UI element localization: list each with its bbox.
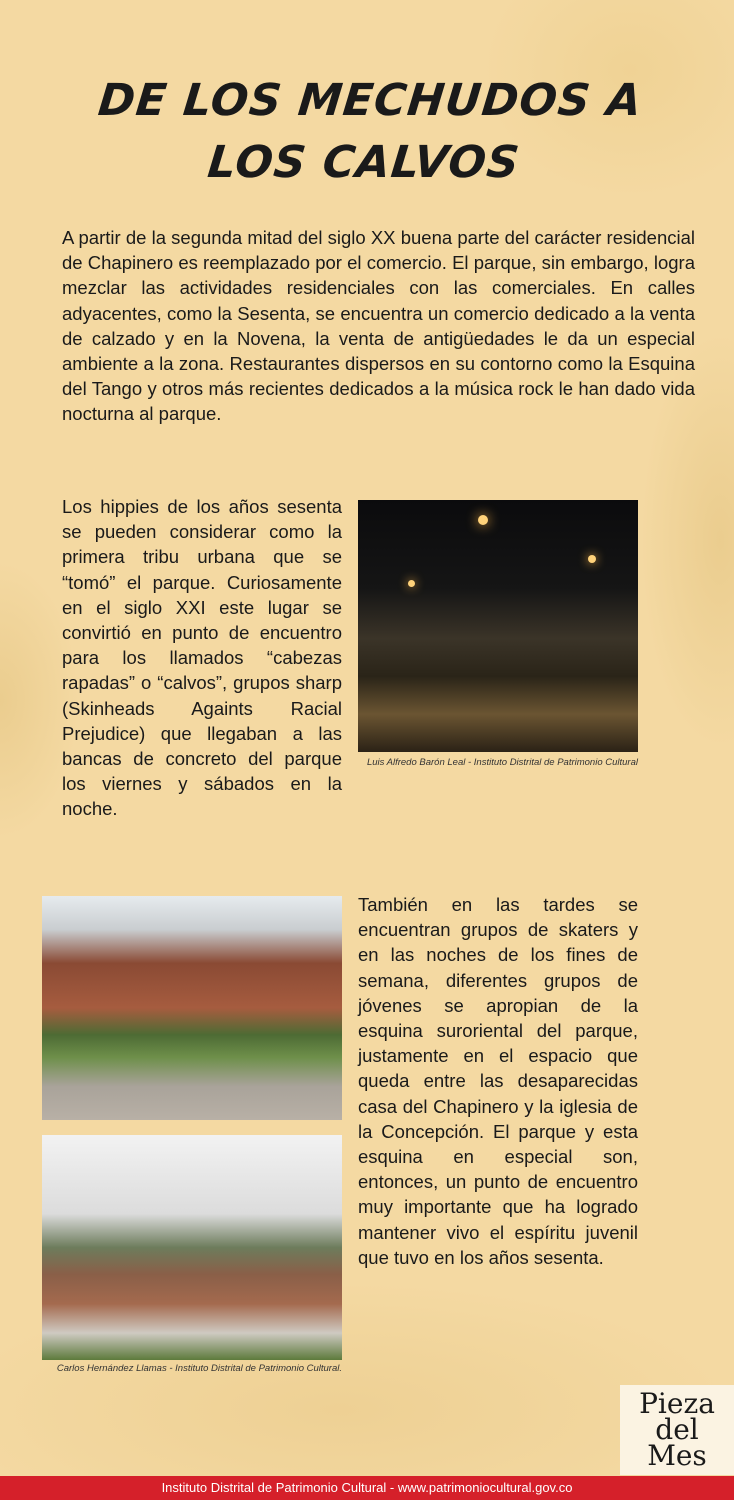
night-park-photo xyxy=(358,500,638,752)
pieza-del-mes-logo xyxy=(620,1385,734,1475)
title-line-2: LOS CALVOS xyxy=(205,137,523,188)
church-towers-photo xyxy=(42,1135,342,1360)
title-line-1: DE LOS MECHUDOS A xyxy=(95,75,645,126)
badge-line-3: Mes xyxy=(647,1439,707,1472)
badge-line-1: Pieza xyxy=(639,1387,715,1420)
footer-bar: Instituto Distrital de Patrimonio Cultural - www.patrimoniocultural.gov.co xyxy=(0,1476,734,1500)
hippies-paragraph: Los hippies de los años sesenta se pueden considerar como la primera tribu urbana que se “tomó” el parque. Curiosamente en el siglo XXI este lugar se convirtió en punto de encuentro para los llamados “cabezas rapadas” o “calvos”, grupos sharp (Skinheads Againts Racial Prejudice) que llegaban a las bancas de concreto del parque los viernes y sábados en la noche. xyxy=(62,496,342,820)
photo-caption-1: Luis Alfredo Barón Leal - Instituto Distrital de Patrimonio Cultural xyxy=(366,757,638,768)
photo-caption-2: Carlos Hernández Llamas - Instituto Distrital de Patrimonio Cultural. xyxy=(56,1363,342,1374)
skaters-paragraph: También en las tardes se encuentran grupos de skaters y en las noches de los fines de semana, diferentes grupos de jóvenes se apropian de la esquina suroriental del parque, justamente en el espacio que queda entre las desaparecidas casa del Chapinero y la iglesia de la Concepción. El parque y esta esquina en especial son, entonces, un punto de encuentro muy importante que ha logrado mantener vivo el espíritu juvenil que tuvo en los años sesenta. xyxy=(358,894,638,1268)
park-houses-photo xyxy=(42,896,342,1120)
intro-paragraph: A partir de la segunda mitad del siglo XX buena parte del carácter residencial de Chapinero es reemplazado por el comercio. El parque, sin embargo, logra mezclar las actividades residenciales con las comerciales. En calles adyacentes, como la Sesenta, se encuentra un comercio dedicado a la venta de calzado y en la Novena, la venta de antigüedades le da un especial ambiente a la zona. Restaurantes dispersos en su contorno como la Esquina del Tango y otros más recientes dedicados a la música rock le han dado vida nocturna al parque. xyxy=(62,227,695,425)
page-title xyxy=(0,70,734,194)
badge-line-2: del xyxy=(655,1413,699,1446)
